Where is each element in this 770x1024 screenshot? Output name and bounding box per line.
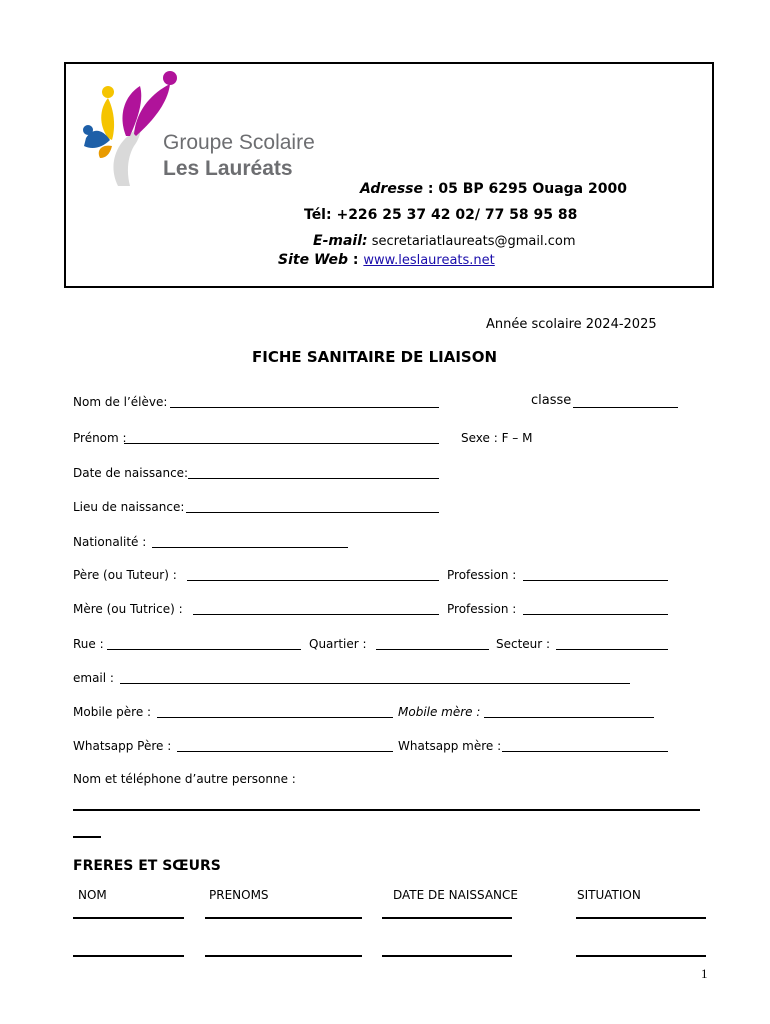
col-prenoms: PRENOMS [209,888,269,902]
autre-personne-field-continuation[interactable] [73,836,101,838]
page-title: FICHE SANITAIRE DE LIAISON [252,348,498,366]
lieu-naissance-label: Lieu de naissance: [73,500,185,514]
secteur-label: Secteur : [496,637,551,651]
mere-field[interactable] [193,614,439,615]
web-sep: : [348,252,364,268]
prenom-field[interactable] [124,443,439,444]
pere-field[interactable] [187,580,439,581]
email-line [313,233,576,249]
pere-label: Père (ou Tuteur) : [73,568,177,582]
email-label: E-mail: [313,233,368,249]
address-label: Adresse [360,181,423,197]
classe-field[interactable] [573,407,678,408]
quartier-label: Quartier : [309,637,367,651]
date-naissance-label: Date de naissance: [73,466,189,480]
web-label: Site Web [278,252,349,268]
whatsapp-pere-label: Whatsapp Père : [73,739,172,753]
secteur-field[interactable] [556,649,668,650]
rue-label: Rue : [73,637,104,651]
sibling-1-situation-field[interactable] [576,917,706,919]
sibling-1-nom-field[interactable] [73,917,184,919]
sibling-1-prenoms-field[interactable] [205,917,362,919]
date-naissance-field[interactable] [188,478,439,479]
address-value: : 05 BP 6295 Ouaga 2000 [423,181,627,197]
mobile-pere-label: Mobile père : [73,705,152,719]
email-value: secretariatlaureats@gmail.com [367,234,576,249]
nationalite-label: Nationalité : [73,535,147,549]
nationalite-field[interactable] [152,547,348,548]
sibling-2-nom-field[interactable] [73,955,184,957]
phone-line: Tél: +226 25 37 42 02/ 77 58 95 88 [304,207,578,223]
sibling-2-prenoms-field[interactable] [205,955,362,957]
address-line [360,181,627,197]
col-nom: NOM [78,888,107,902]
mobile-mere-label: Mobile mère : [398,705,481,719]
prenom-label: Prénom : [73,431,127,445]
col-date-naissance: DATE DE NAISSANCE [393,888,518,902]
profession-pere-field[interactable] [523,580,668,581]
mere-label: Mère (ou Tutrice) : [73,602,183,616]
quartier-field[interactable] [376,649,489,650]
nom-eleve-field[interactable] [170,407,439,408]
classe-label: classe [531,393,572,408]
lieu-naissance-field[interactable] [186,512,439,513]
web-line [278,252,495,268]
mobile-mere-field[interactable] [484,717,654,718]
whatsapp-mere-label: Whatsapp mère : [398,739,502,753]
page-number: 1 [701,966,708,981]
col-situation: SITUATION [577,888,641,902]
brand-line-2: Les Lauréats [163,157,293,180]
nom-eleve-label: Nom de l’élève: [73,395,168,409]
whatsapp-pere-field[interactable] [177,751,393,752]
brand-line-1: Groupe Scolaire [163,131,315,154]
sibling-2-situation-field[interactable] [576,955,706,957]
email-label-form: email : [73,671,114,685]
autre-personne-field[interactable] [73,809,700,811]
sibling-2-date-field[interactable] [382,955,512,957]
mobile-pere-field[interactable] [157,717,393,718]
autre-personne-label: Nom et téléphone d’autre personne : [73,772,296,786]
profession-mere-label: Profession : [447,602,517,616]
whatsapp-mere-field[interactable] [502,751,668,752]
web-link[interactable]: www.leslaureats.net [363,253,495,268]
profession-mere-field[interactable] [523,614,668,615]
siblings-heading: FRERES ET SŒURS [73,858,221,874]
sibling-1-date-field[interactable] [382,917,512,919]
profession-pere-label: Profession : [447,568,517,582]
rue-field[interactable] [107,649,301,650]
school-year: Année scolaire 2024-2025 [486,317,657,332]
email-field[interactable] [120,683,630,684]
sexe-label: Sexe : F – M [461,431,533,445]
